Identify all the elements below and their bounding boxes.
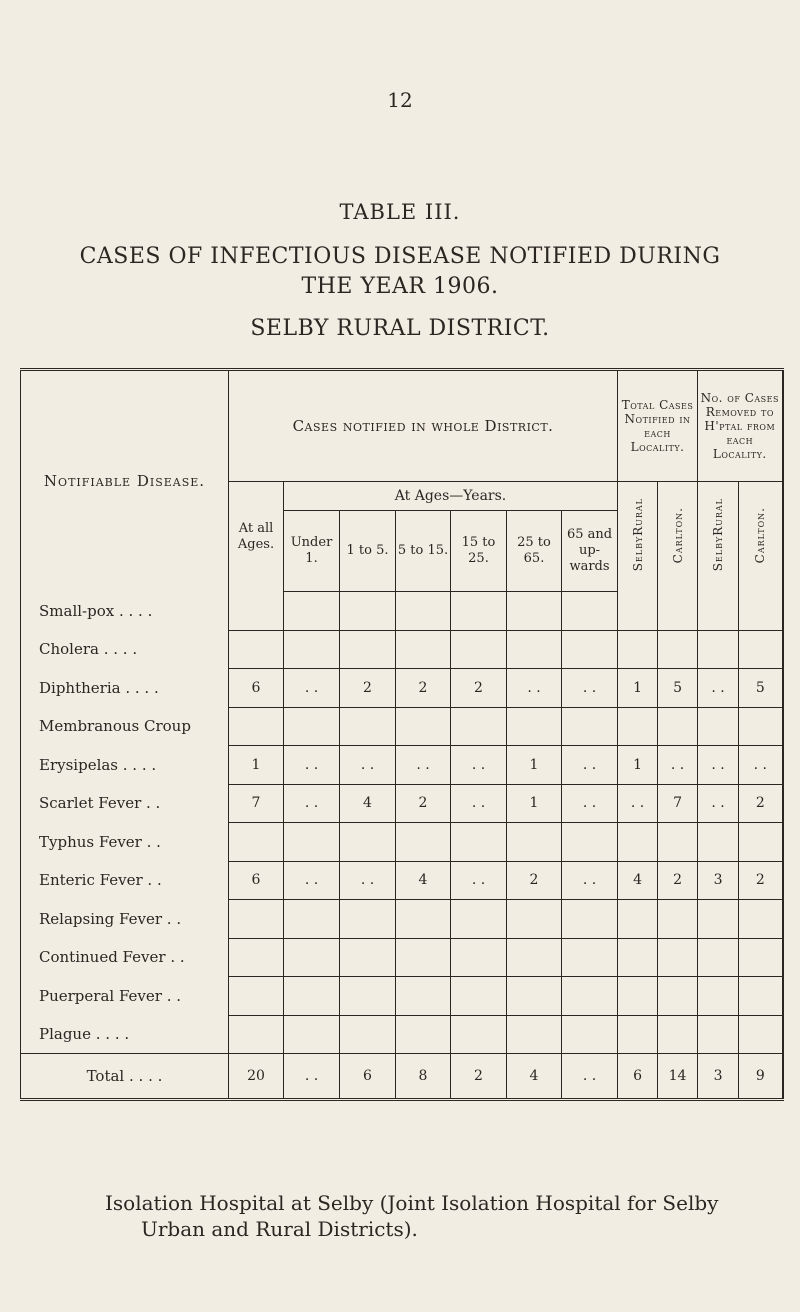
disease-name: Continued Fever . . <box>21 938 229 977</box>
table-title: TABLE III. <box>339 200 461 224</box>
table-cell: 3 <box>698 861 739 900</box>
table-cell <box>284 977 340 1016</box>
table-cell <box>340 823 396 862</box>
table-cell <box>396 592 451 631</box>
disease-name: Cholera . . . . <box>21 630 229 669</box>
header-age-65-upwards: 65 and up-wards <box>562 511 618 592</box>
table-cell: . . <box>618 784 658 823</box>
table-cell: 2 <box>658 861 698 900</box>
header-age-under-1: Under 1. <box>284 511 340 592</box>
table-cell <box>658 938 698 977</box>
header-removed-to-hospital: No. of Cases Removed to H'ptal from each Locality. <box>698 370 783 482</box>
table-row <box>21 900 783 939</box>
table-cell <box>396 630 451 669</box>
header-whole-district: Cases notified in whole District. <box>229 370 618 482</box>
total-cell: 6 <box>618 1054 658 1100</box>
table-cell: . . <box>562 784 618 823</box>
table-cell: 1 <box>618 746 658 785</box>
header-age-1-to-5: 1 to 5. <box>340 511 396 592</box>
table-cell <box>562 938 618 977</box>
table-cell <box>658 592 698 631</box>
table-cell <box>698 630 739 669</box>
table-cell <box>658 823 698 862</box>
table-cell <box>562 977 618 1016</box>
table-total-row <box>21 1054 783 1100</box>
table-cell: . . <box>698 746 739 785</box>
table-cell <box>562 1015 618 1054</box>
table-cell <box>284 900 340 939</box>
table-cell <box>284 630 340 669</box>
header-age-25-to-65: 25 to 65. <box>507 511 562 592</box>
disease-name: Typhus Fever . . <box>21 823 229 862</box>
header-total-selby-rural-label: SelbyRural <box>630 498 645 572</box>
table-cell: . . <box>284 861 340 900</box>
table-cell: 2 <box>507 861 562 900</box>
table-cell <box>340 900 396 939</box>
table-cell <box>507 707 562 746</box>
total-cell: 4 <box>507 1054 562 1100</box>
table-cell: 7 <box>229 784 284 823</box>
table-cell <box>562 630 618 669</box>
total-cell: . . <box>284 1054 340 1100</box>
header-at-all-ages: At all Ages. <box>229 482 284 592</box>
header-at-ages-years: At Ages—Years. <box>284 482 618 511</box>
disease-name: Puerperal Fever . . <box>21 977 229 1016</box>
table-cell <box>739 630 783 669</box>
table-row <box>21 592 783 631</box>
table-row <box>21 977 783 1016</box>
table-cell <box>698 1015 739 1054</box>
table-cell <box>451 900 507 939</box>
table-cell: 6 <box>229 669 284 708</box>
table-cell: 7 <box>658 784 698 823</box>
table-cell <box>396 977 451 1016</box>
table-row <box>21 784 783 823</box>
table-cell <box>284 1015 340 1054</box>
table-cell <box>340 630 396 669</box>
table-cell <box>618 592 658 631</box>
table-cell <box>698 823 739 862</box>
table-cell <box>229 592 284 631</box>
disease-name: Erysipelas . . . . <box>21 746 229 785</box>
table-cell <box>698 900 739 939</box>
table-cell: . . <box>562 861 618 900</box>
table-cell <box>507 630 562 669</box>
table-cell <box>507 977 562 1016</box>
table-cell <box>562 900 618 939</box>
disease-name: Scarlet Fever . . <box>21 784 229 823</box>
table-row <box>21 630 783 669</box>
header-removed-selby-rural-label: SelbyRural <box>711 498 726 572</box>
table-cell <box>229 938 284 977</box>
table-cell: . . <box>396 746 451 785</box>
table-cell <box>618 1015 658 1054</box>
table-cell <box>698 938 739 977</box>
total-cell: 20 <box>229 1054 284 1100</box>
header-removed-selby-rural <box>698 482 739 592</box>
table-cell <box>229 707 284 746</box>
table-cell: 5 <box>739 669 783 708</box>
table-cell: 2 <box>739 784 783 823</box>
table-cell <box>562 707 618 746</box>
table-cell <box>396 900 451 939</box>
header-total-cases-locality: Total Cases Notified in each Locality. <box>618 370 698 482</box>
table-cell: 4 <box>396 861 451 900</box>
table-cell: . . <box>451 746 507 785</box>
table-cell <box>507 823 562 862</box>
table-heading <box>0 242 800 302</box>
table-cell <box>396 823 451 862</box>
table-row <box>21 823 783 862</box>
table-cell <box>658 900 698 939</box>
table-cell <box>618 823 658 862</box>
table-cell: 4 <box>340 784 396 823</box>
table-cell: . . <box>340 746 396 785</box>
table-cell <box>284 938 340 977</box>
table-cell <box>618 707 658 746</box>
disease-name: Small-pox . . . . <box>21 592 229 631</box>
heading-line-2: THE YEAR 1906. <box>301 274 499 299</box>
table-cell: 2 <box>451 669 507 708</box>
total-label: Total . . . . <box>21 1054 229 1100</box>
table-cell <box>739 938 783 977</box>
table-cell: 1 <box>507 746 562 785</box>
total-cell: 6 <box>340 1054 396 1100</box>
table-cell <box>739 707 783 746</box>
footer-line-1: Isolation Hospital at Selby (Joint Isolation Hospital for Selby <box>105 1191 719 1215</box>
table-cell: . . <box>284 669 340 708</box>
table-cell <box>340 938 396 977</box>
table-cell <box>698 977 739 1016</box>
table-cell <box>451 592 507 631</box>
table-cell <box>658 977 698 1016</box>
total-cell: 3 <box>698 1054 739 1100</box>
table-cell <box>229 977 284 1016</box>
table-cell: 1 <box>229 746 284 785</box>
disease-name: Membranous Croup <box>21 707 229 746</box>
table-cell <box>340 1015 396 1054</box>
table-cell <box>507 938 562 977</box>
table-cell <box>698 592 739 631</box>
table-row <box>21 746 783 785</box>
infectious-disease-table <box>20 368 784 1101</box>
table-cell <box>658 1015 698 1054</box>
header-total-carlton-label: Carlton. <box>670 506 685 563</box>
table-cell: 5 <box>658 669 698 708</box>
total-cell: 2 <box>451 1054 507 1100</box>
table-cell: . . <box>340 861 396 900</box>
table-cell: . . <box>284 784 340 823</box>
table-cell: . . <box>284 746 340 785</box>
table-cell <box>340 592 396 631</box>
header-age-15-to-25: 15 to 25. <box>451 511 507 592</box>
table-cell <box>739 592 783 631</box>
table-row <box>21 1015 783 1054</box>
table-cell: . . <box>507 669 562 708</box>
total-cell: . . <box>562 1054 618 1100</box>
table-cell <box>507 1015 562 1054</box>
table-cell <box>340 707 396 746</box>
table-row <box>21 861 783 900</box>
table-cell <box>507 900 562 939</box>
table-cell <box>658 707 698 746</box>
total-cell: 8 <box>396 1054 451 1100</box>
table-cell: . . <box>562 746 618 785</box>
header-removed-carlton <box>739 482 783 592</box>
table-cell <box>396 938 451 977</box>
table-cell: . . <box>562 669 618 708</box>
heading-line-1: CASES OF INFECTIOUS DISEASE NOTIFIED DURING <box>79 244 721 269</box>
header-age-5-to-15: 5 to 15. <box>396 511 451 592</box>
table-cell: . . <box>698 669 739 708</box>
header-total-selby-rural <box>618 482 658 592</box>
table-cell <box>507 592 562 631</box>
table-cell <box>396 1015 451 1054</box>
table-cell: . . <box>658 746 698 785</box>
footer-note <box>105 1190 725 1242</box>
header-total-carlton <box>658 482 698 592</box>
table-cell <box>618 900 658 939</box>
table-cell <box>451 630 507 669</box>
table-cell: 2 <box>739 861 783 900</box>
table-cell <box>229 823 284 862</box>
table-cell: 1 <box>507 784 562 823</box>
table-cell <box>618 938 658 977</box>
table-cell: 2 <box>396 669 451 708</box>
table-cell: 1 <box>618 669 658 708</box>
table-cell <box>698 707 739 746</box>
table-cell: . . <box>451 861 507 900</box>
table-cell: 2 <box>340 669 396 708</box>
table-cell <box>739 977 783 1016</box>
table-cell <box>340 977 396 1016</box>
table-cell <box>739 900 783 939</box>
table-cell: 2 <box>396 784 451 823</box>
total-cell: 14 <box>658 1054 698 1100</box>
disease-name: Diphtheria . . . . <box>21 669 229 708</box>
table-cell: . . <box>451 784 507 823</box>
district-title: SELBY RURAL DISTRICT. <box>250 316 550 341</box>
table-row <box>21 669 783 708</box>
header-notifiable-disease: Notifiable Disease. <box>21 370 229 592</box>
table-cell <box>451 977 507 1016</box>
total-cell: 9 <box>739 1054 783 1100</box>
table-cell <box>451 707 507 746</box>
header-removed-carlton-label: Carlton. <box>753 506 768 563</box>
table-cell <box>562 823 618 862</box>
table-cell <box>284 707 340 746</box>
table-body <box>21 592 783 1100</box>
disease-name: Enteric Fever . . <box>21 861 229 900</box>
table-cell <box>451 1015 507 1054</box>
table-cell <box>451 823 507 862</box>
table-cell: 6 <box>229 861 284 900</box>
table-cell <box>618 977 658 1016</box>
table-cell <box>229 1015 284 1054</box>
table-row <box>21 707 783 746</box>
table-cell <box>618 630 658 669</box>
table-cell <box>284 823 340 862</box>
disease-name: Plague . . . . <box>21 1015 229 1054</box>
table-cell <box>396 707 451 746</box>
table-cell: . . <box>698 784 739 823</box>
table-cell <box>451 938 507 977</box>
footer-line-2: Urban and Rural Districts). <box>141 1217 418 1241</box>
table-cell <box>739 823 783 862</box>
table-cell <box>229 630 284 669</box>
table-cell <box>739 1015 783 1054</box>
table-cell <box>229 900 284 939</box>
disease-name: Relapsing Fever . . <box>21 900 229 939</box>
table-cell <box>658 630 698 669</box>
table-row <box>21 938 783 977</box>
table-cell <box>284 592 340 631</box>
table-cell: 4 <box>618 861 658 900</box>
table-cell <box>562 592 618 631</box>
table-cell: . . <box>739 746 783 785</box>
page-number: 12 <box>387 88 413 112</box>
